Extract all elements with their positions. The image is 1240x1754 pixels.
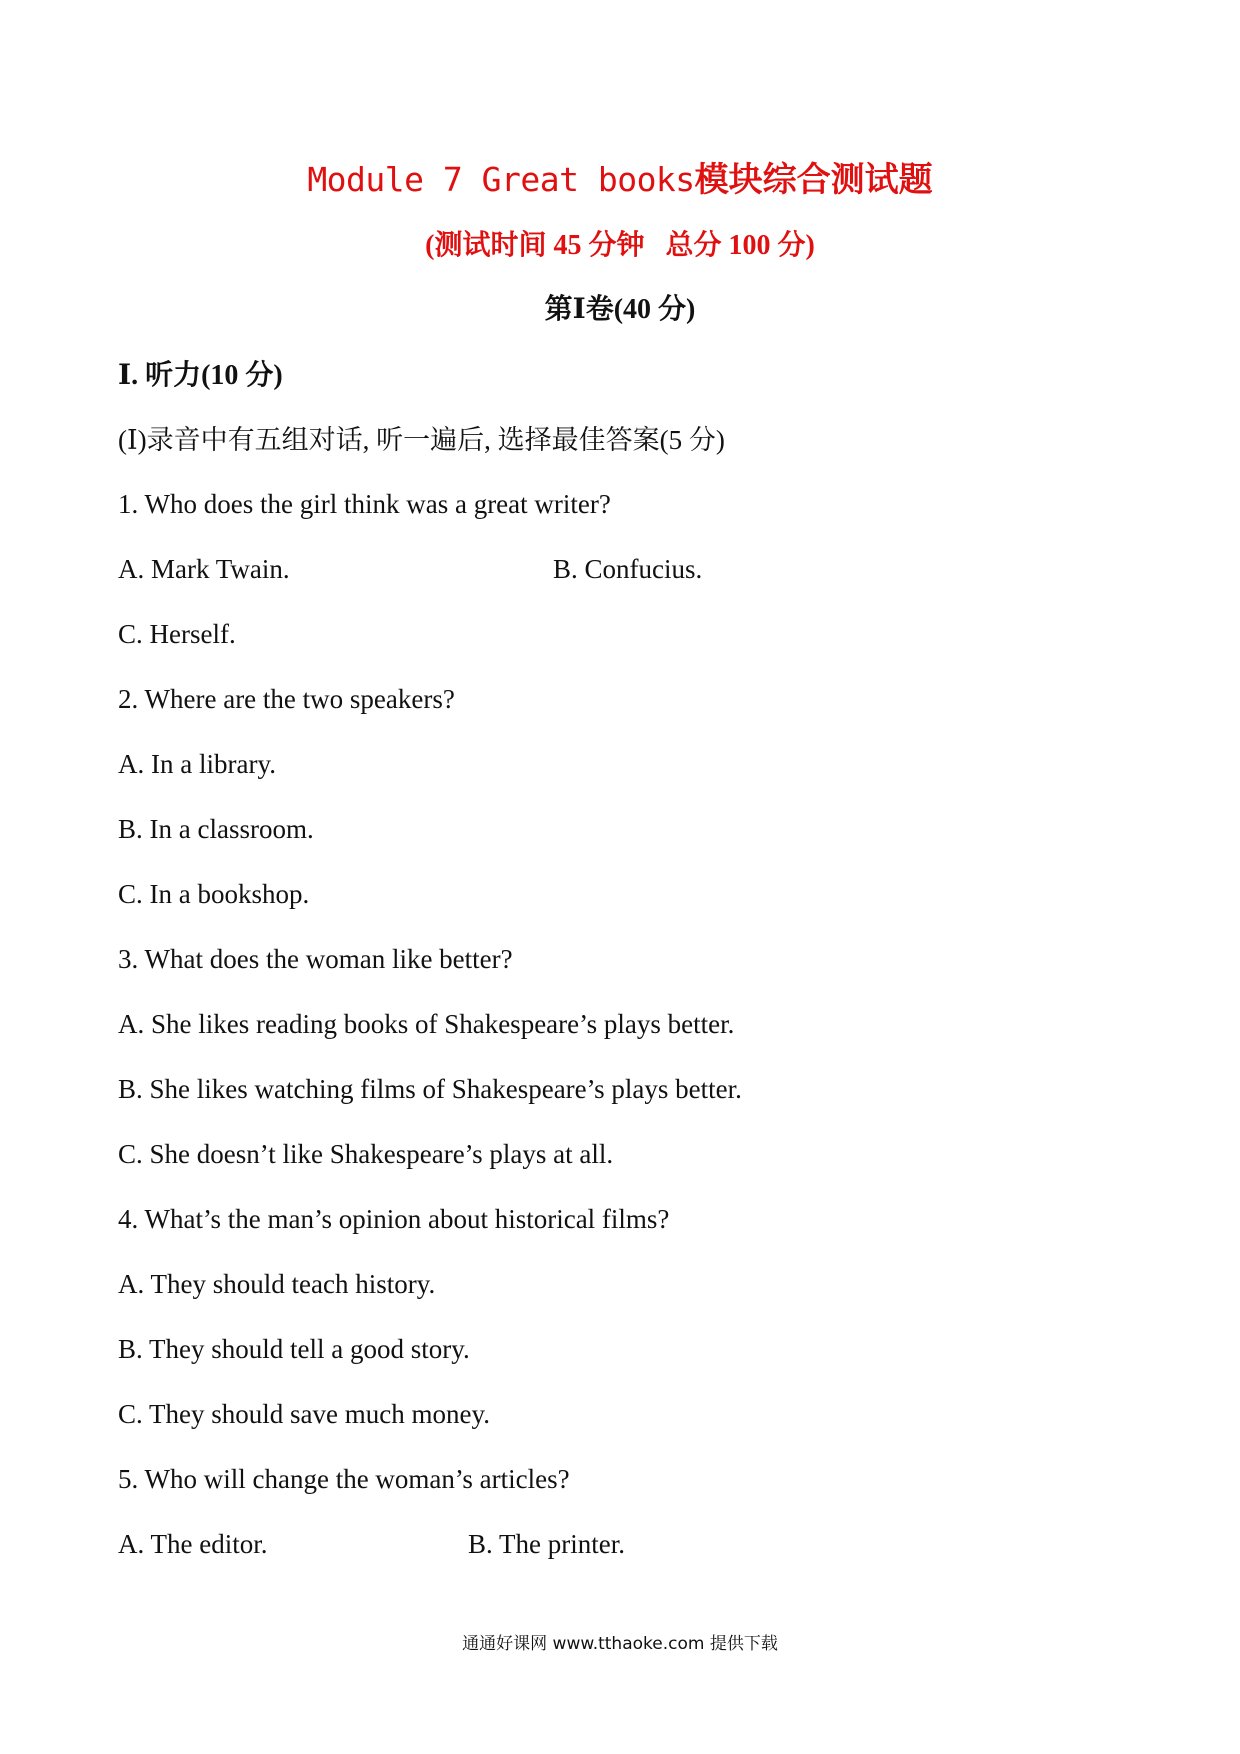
answer-option: A. In a library. [118,749,276,779]
answer-option: A. They should teach history. [118,1269,436,1299]
answer-option: B. Confucius. [553,554,703,584]
answer-option: B. She likes watching films of Shakespeare’s plays better. [118,1074,742,1104]
part-heading: 第Ⅰ卷(40 分) [544,294,696,325]
section-instruction: (Ⅰ)录音中有五组对话, 听一遍后, 选择最佳答案(5 分) [118,425,725,455]
page-title-chinese: 模块综合测试题 [694,160,933,200]
question-stem: 1. Who does the girl think was a great writer? [118,489,611,519]
page-title [0,158,1240,203]
answer-option: B. In a classroom. [118,814,314,844]
page-title-english: Module 7 Great books [307,160,695,199]
answer-option: A. She likes reading books of Shakespeare’s plays better. [118,1009,735,1039]
question-stem: 3. What does the woman like better? [118,944,513,974]
question-stem: 2. Where are the two speakers? [118,684,455,714]
answer-option: C. In a bookshop. [118,879,310,909]
answer-option: C. Herself. [118,619,236,649]
answer-option: C. They should save much money. [118,1399,490,1429]
test-time-and-score: (测试时间 45 分钟 总分 100 分) [425,230,815,261]
question-stem: 5. Who will change the woman’s articles? [118,1464,570,1494]
page-footer: 通通好课网 www.tthaoke.com 提供下载 [462,1634,778,1654]
answer-option: A. Mark Twain. [118,554,290,584]
answer-option: C. She doesn’t like Shakespeare’s plays at all. [118,1139,614,1169]
question-stem: 4. What’s the man’s opinion about historical films? [118,1204,670,1234]
answer-option: B. The printer. [468,1529,625,1559]
answer-option: A. The editor. [118,1529,268,1559]
section-heading-listening: Ⅰ. 听力(10 分) [118,360,283,391]
answer-option: B. They should tell a good story. [118,1334,470,1364]
